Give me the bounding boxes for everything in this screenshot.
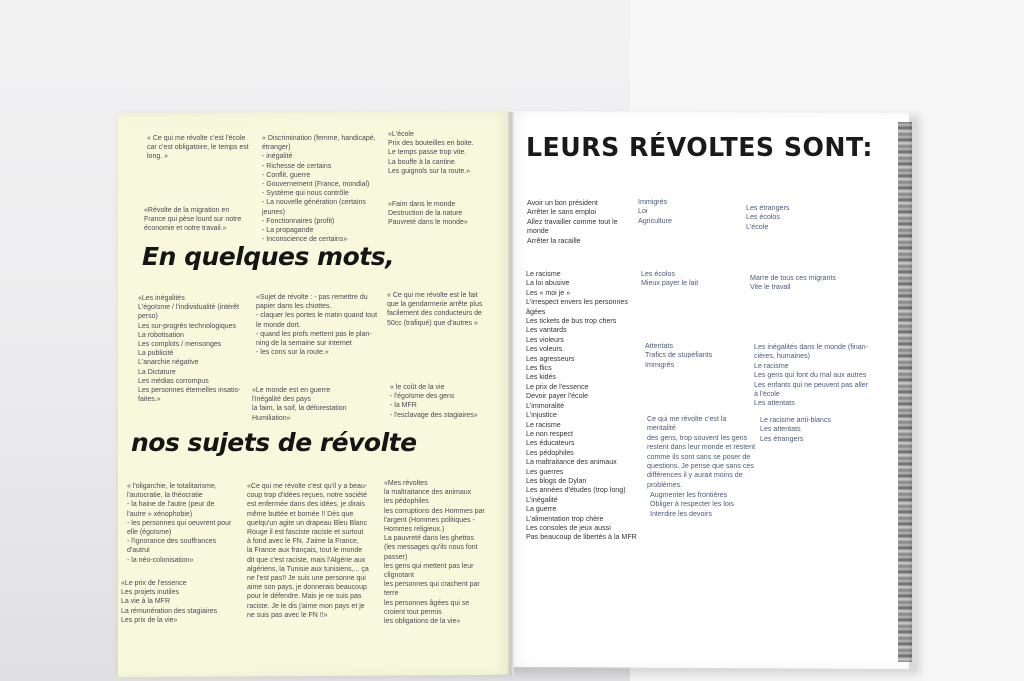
list-president: Avoir un bon président Arrêter le sans emploi Allez travailler comme tout le monde Arrêter la racaille <box>527 199 618 245</box>
list-etrangers: Les étrangers Les écolos L'école <box>746 204 790 231</box>
quote-oligarchie: « l'oligarchie, le totalitarisme, l'autocratie, la théocratie - la haine de l'autre (peur de l'autre » xénophobie) - les personnes qui oeuvrent pour elle (égoïsme) - l'ignorance des souffrances d'autrui - la néo-colonisation» <box>127 483 232 564</box>
quote-discrimination: « Discrimination (femme, handicapé, étranger) - inégalité - Richesse de certains - Conflit, guerre - Gouvernement (France, mondial) - Système qui nous contrôle - La nouvelle génération (certains jeunes) - Fonctionnaires (profit) - La propagande - Inconscience de certains» <box>262 135 376 244</box>
quote-migration: «Révolte de la migration en France qui pèse lourd sur notre économie et notre travail.» <box>144 207 242 233</box>
quote-bouteilles: «L'école Prix des bouteilles en boite. Le temps passe trop vite. La bouffe à la cantine. Les guignols sur la route.» <box>388 131 474 175</box>
heading-nos-sujets-de-revolte: nos sujets de révolte <box>131 428 417 457</box>
quote-mes-revoltes: «Mes révoltes la maltraitance des animaux les pédophiles les corruptions des Hommes par l'argent (Hommes politiques - Hommes religieux.) La pauvreté dans les ghettos (les messages qu'ils nous font passer) les gens qui mettent pas leur clignotant les personnes qui crachent par terre les personnes âgées qui se croient tout permis les obligations de la vie» <box>384 480 485 626</box>
list-racisme-anti-blancs: Le racisme anti-blancs Les attentats Les étrangers <box>760 416 831 443</box>
list-immigres: Immigrés Loi Agriculture <box>638 198 672 225</box>
quote-monde-guerre: «Le monde est en guerre l'inégalité des pays la faim, la soif, la déforestation Humiliation» <box>252 387 347 422</box>
quote-idees-recues: «Ce qui me révolte c'est qu'il y a beau- coup trop d'idées reçues, notre société est enfermée dans des idées, je dirais même buttée et bornée !! Dès que quelqu'un agite un drapeau Bleu Blanc Rouge il est fasciste raciste et surtout à fond avec le FN. J'aime la France, la France aux français, tout le monde dit que c'est raciste, mais l'Algérie aux algériens, la Tunisie aux tunisiens,... ça ne l'est pas!! Je suis une personne qui aime son pays, je donnerais beaucoup pour le défendre. Mais je ne suis pas raciste. Je le dis j'aime mon pays et je ne suis pas avec le FN !!» <box>247 483 369 619</box>
back-cover-edge <box>898 122 912 662</box>
quote-inegalites: «Les inégalités L'égoïsme / l'individualité (intérêt perso) Les sur-progrès technologiques La robotisation Les complots / mensonges La publicité L'anarchie négative La Dictature Les médias corrompus Les personnes éternelles insatis- faites.» <box>138 295 241 404</box>
quote-prix-essence: «Le prix de l'essence Les projets inutiles La vie à la MFR La rémunération des stagiaires Les prix de la vie» <box>121 580 218 624</box>
list-frontieres: Augmenter les frontières Obliger à respecter les lois Interdire les devoirs <box>650 491 734 518</box>
list-ecolos: Les écolos Mieux payer le lait <box>641 270 699 288</box>
quote-ecole: « Ce qui me révolte c'est l'école car c'est obligatoire, le temps est long. » <box>147 135 249 161</box>
magazine-spine <box>508 112 514 676</box>
quote-sujet-revolte: «Sujet de révolte : - pas remettre du papier dans les chiottes. - claquer les portes le matin quand tout le monde dort. - quand les profs mettent pas le plan- ning de la semaine sur internet - les cons sur la route.» <box>256 294 378 357</box>
quote-faim: «Faim dans le monde Destruction de la nature Pauvreté dans le monde» <box>388 201 468 227</box>
quote-mentalite: Ce qui me révolte c'est la mentalité des gens, trop souvent les gens restent dans leur monde et restent comme ils sont sans se poser de questions. Je pense que sans ces différences il y aurait moins de problèmes. <box>647 415 756 489</box>
list-attentats: Attentats Trafics de stupéfiants Immigrés <box>645 342 713 369</box>
list-inegalites-monde: Les inégalités dans le monde (finan- cières, humaines) Le racisme Les gens qui font du mal aux autres Les enfants qui ne peuvent pas aller à l'école Les attentats <box>754 343 868 408</box>
list-racisme-long: Le racisme La loi abusive Les « moi je » L'irrespect envers les personnes âgées Les tickets de bus trop chers Les vantards Les violeurs Les voleurs Les agresseurs Les flics Les kidés Le prix de l'essence Devoir payer l'école L'immoralité L'injustice Le racisme Le non respect Les éducateurs Les pédophiles La maltraitance des animaux Les guerres Les blogs de Dylan Les années d'études (trop long) L'inégalité La guerre L'alimentation trop chère Les consoles de jeux aussi Pas beaucoup de libertés à la MFR <box>526 270 637 542</box>
heading-en-quelques-mots: En quelques mots, <box>142 242 395 271</box>
list-migrants: Marre de tous ces migrants Vite le travail <box>750 274 836 292</box>
quote-gendarmerie: « Ce qui me révolte est le fait que la gendarmerie arrête plus facilement des conducteurs de 50cc (trafiqué) que d'autres » <box>387 292 483 327</box>
quote-cout-vie: « le coût de la vie - l'égoïsme des gens - la MFR - l'esclavage des stagiaires» <box>390 384 478 419</box>
page-title: LEURS RÉVOLTES SONT: <box>526 133 873 163</box>
